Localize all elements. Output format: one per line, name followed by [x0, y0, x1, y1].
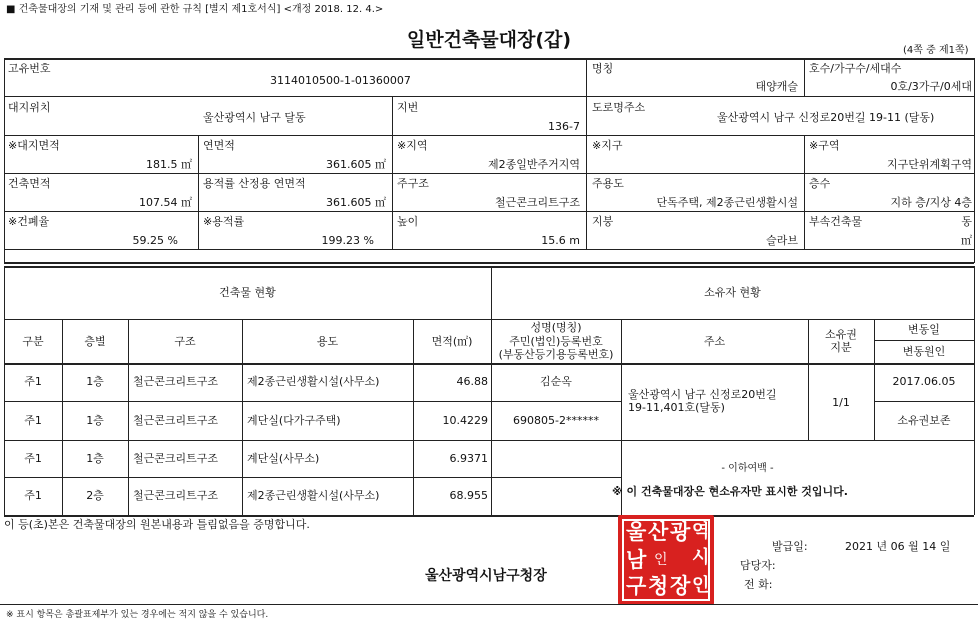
- change-date: 2017.06.05: [892, 375, 956, 388]
- annex-label: 부속건축물: [809, 215, 863, 228]
- name-label: 명칭: [592, 62, 614, 75]
- roof-value: 슬라브: [766, 234, 798, 247]
- row2-structure: 철근콘크리트구조: [133, 414, 219, 427]
- row3-gubun: 주1: [24, 452, 42, 465]
- structure-value: 철근콘크리트구조: [494, 196, 580, 209]
- row2-use: 계단실(다가구주택): [247, 414, 341, 427]
- floors-value: 지하 층/지상 4층: [890, 196, 972, 209]
- site-label: 대지위치: [8, 101, 51, 114]
- certify-text: 이 등(초)본은 건축물대장의 원본내용과 틀림없음을 증명합니다.: [4, 518, 310, 531]
- unique-no-label: 고유번호: [8, 62, 51, 75]
- coverage-value: 59.25 %: [132, 234, 178, 247]
- owner-status-title: 소유자 현황: [704, 286, 761, 299]
- structure-label: 주구조: [397, 177, 429, 190]
- issuer-name: 울산광역시남구청장: [425, 568, 547, 584]
- phone-label: 전 화:: [744, 578, 773, 591]
- page-info: (4쪽 중 제1쪽): [903, 45, 969, 56]
- col-header-address: 주소: [703, 335, 726, 348]
- footnote: ※ 표시 항목은 총괄표제부가 있는 경우에는 적지 않을 수 있습니다.: [6, 610, 269, 620]
- issue-date-label: 발급일:: [772, 540, 808, 553]
- far-label: ※용적률: [203, 215, 245, 228]
- col-header-use: 용도: [316, 335, 339, 348]
- row4-use: 제2종근린생활시설(사무소): [247, 489, 380, 502]
- total-area-value: 361.605 ㎡: [326, 158, 386, 171]
- row4-gubun: 주1: [24, 489, 42, 502]
- col-header-share-2: 지분: [830, 341, 852, 354]
- district-label: ※지구: [592, 139, 623, 152]
- lot-value: 136-7: [548, 120, 580, 133]
- row3-floor: 1층: [86, 452, 104, 465]
- officer-label: 담당자:: [740, 559, 776, 572]
- col-header-change-reason: 변동원인: [902, 345, 946, 358]
- floors-label: 층수: [809, 177, 831, 190]
- bldg-area-value: 107.54 ㎡: [139, 196, 192, 209]
- zone-label: ※지역: [397, 139, 428, 152]
- row2-area: 10.4229: [442, 414, 488, 427]
- col-header-owner-id-reg: (부동산등기용등록번호): [498, 348, 614, 361]
- col-header-owner-name: 성명(명칭): [530, 321, 582, 334]
- row1-floor: 1층: [86, 375, 104, 388]
- coverage-label: ※건폐율: [8, 215, 50, 228]
- blank-note: - 이하여백 -: [721, 463, 774, 474]
- row4-structure: 철근콘크리트구조: [133, 489, 219, 502]
- site-value: 울산광역시 남구 달동: [203, 111, 306, 124]
- col-header-gubun: 구분: [22, 335, 44, 348]
- far-value: 199.23 %: [321, 234, 374, 247]
- building-status-title: 건축물 현황: [219, 286, 276, 299]
- zone-value: 제2종일반주거지역: [487, 158, 580, 171]
- col-header-structure: 구조: [174, 335, 196, 348]
- official-seal: 울 산 광 역 시 남 구 청 장 인 인: [618, 515, 714, 605]
- regulation-note: ■ 건축물대장의 기재 및 관리 등에 관한 규칙 [별지 제1호서식] <개정 2018. 12. 4.>: [6, 4, 384, 15]
- col-header-area: 면적(㎡): [431, 335, 473, 348]
- height-label: 높이: [397, 215, 419, 228]
- name-value: 태양캐슬: [755, 80, 798, 93]
- land-area-value: 181.5 ㎡: [146, 158, 192, 171]
- road-label: 도로명주소: [592, 101, 646, 114]
- row2-gubun: 주1: [24, 414, 42, 427]
- use-label: 주용도: [592, 177, 624, 190]
- owner-name: 김순옥: [540, 375, 572, 388]
- col-header-share: 소유권: [825, 328, 857, 341]
- row1-area: 46.88: [456, 375, 488, 388]
- roof-label: 지붕: [592, 215, 614, 228]
- row3-use: 계단실(사무소): [247, 452, 320, 465]
- lot-label: 지번: [397, 101, 419, 114]
- sector-label: ※구역: [809, 139, 840, 152]
- use-value: 단독주택, 제2종근린생활시설: [656, 196, 798, 209]
- annex-count: 동: [961, 215, 972, 228]
- row4-floor: 2층: [86, 489, 104, 502]
- row4-area: 68.955: [449, 489, 488, 502]
- col-header-change-date: 변동일: [908, 323, 940, 336]
- owner-notice: ※ 이 건축물대장은 현소유자만 표시한 것입니다.: [612, 485, 848, 498]
- sector-value: 지구단위계획구역: [886, 158, 972, 171]
- document-title: 일반건축물대장(갑): [406, 29, 572, 51]
- row1-use: 제2종근린생활시설(사무소): [247, 375, 380, 388]
- row3-area: 6.9371: [449, 452, 488, 465]
- row2-floor: 1층: [86, 414, 104, 427]
- land-area-label: ※대지면적: [8, 139, 60, 152]
- col-header-floor: 층별: [84, 335, 106, 348]
- units-label: 호수/가구수/세대수: [809, 62, 902, 75]
- unique-no-value: 3114010500-1-01360007: [270, 74, 411, 87]
- owner-share: 1/1: [832, 396, 850, 409]
- total-area-label: 연면적: [203, 139, 235, 152]
- units-value: 0호/3가구/0세대: [890, 80, 972, 93]
- col-header-owner-id: 주민(법인)등록번호: [509, 335, 603, 348]
- far-area-label: 용적률 산정용 연면적: [203, 177, 306, 190]
- owner-address-1: 울산광역시 남구 신정로20번길: [628, 388, 777, 401]
- owner-address-2: 19-11,401호(달동): [628, 401, 725, 414]
- bldg-area-label: 건축면적: [8, 177, 51, 190]
- row1-structure: 철근콘크리트구조: [133, 375, 219, 388]
- change-reason: 소유권보존: [897, 414, 951, 427]
- far-area-value: 361.605 ㎡: [326, 196, 386, 209]
- row3-structure: 철근콘크리트구조: [133, 452, 219, 465]
- annex-area: ㎡: [961, 234, 972, 247]
- road-value: 울산광역시 남구 신정로20번길 19-11 (달동): [717, 111, 935, 124]
- row1-gubun: 주1: [24, 375, 42, 388]
- height-value: 15.6 m: [541, 234, 580, 247]
- owner-id: 690805-2******: [513, 414, 599, 427]
- issue-date: 2021 년 06 월 14 일: [845, 540, 951, 553]
